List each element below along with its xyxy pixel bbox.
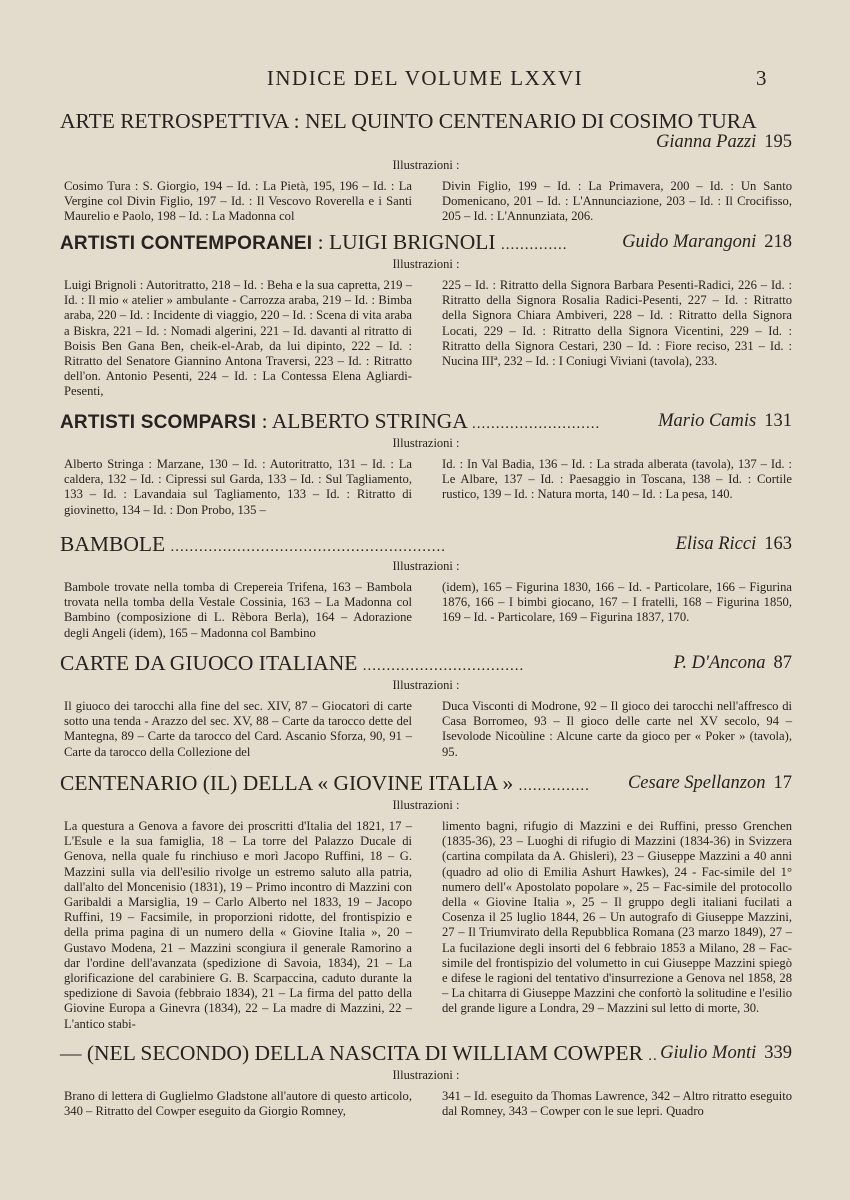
entry-page: 163 [764,534,792,554]
entry-title [60,229,792,255]
entry-title-text: CARTE DA GIUOCO ITALIANE [60,651,358,675]
entry-title-text: ARTE RETROSPETTIVA : NEL QUINTO CENTENARIO DI COSIMO TURA [60,109,757,133]
entry-title-text: BAMBOLE [60,532,166,556]
illustrations-right-column: 341 – Id. eseguito da Thomas Lawrence, 342 – Altro ritratto eseguito dal Romney, 343 – Cowper con le sue lepri. Quadro [442,1089,792,1119]
entry-page: 17 [773,773,792,793]
illustrations-left-column: Il giuoco dei tarocchi alla fine del sec. XIV, 87 – Giocatori di carte sotto una tenda - Arazzo del sec. XV, 88 – Carte da tarocco dette del Mantegna, 89 – Carte da tarocco del Card. Ascanio Sforza, 90, 91 – Carte da tarocco della Collezione del [64,699,412,759]
illustrations-left-column: Luigi Brignoli : Autoritratto, 218 – Id. : Beha e la sua capretta, 219 – Id. : Il mio « atelier » ambulante - Carrozza araba, 219 – Id. : Bimba araba, 220 – Id. : Incidente di viaggio, 220 – Id. : Scena di vita araba a Biskra, 221 – Id. : Nomadi algerini, 221 – Id. davanti al ritratto di Boisis Ben Gana Ben, cheik-el-Arab, da lui dipinto, 222 – Id. : Ritratto del Senatore Giannino Antona Traversi, 223 – Id. : Ritratto dell'on. Antonio Pesenti, 224 – Id. : La Contessa Elena Agliardi-Pesenti, [64,278,412,399]
leader-dots: .............. [500,237,568,253]
entry-page: 87 [773,653,792,673]
illustrazioni-label: Illustrazioni : [392,798,460,812]
entry-author: Guido Marangoni [622,232,757,252]
entry-title-text: CENTENARIO (IL) DELLA « GIOVINE ITALIA » [60,771,514,795]
page-number: 3 [756,66,767,90]
leader-dots: ........................... [471,416,601,432]
illustrations-right-column: Id. : In Val Badia, 136 – Id. : La strada alberata (tavola), 137 – Id. : Le Albare, 137 – Id. : Paesaggio in Toscana, 138 – Id. : Cortile rustico, 139 – Id. : Natura morta, 140 – Id. : La pesa, 140. [442,457,792,502]
entry-title-bold: ARTISTI CONTEMPORANEI [60,233,313,254]
entry-title [60,650,792,676]
entry-title-text: : ALBERTO STRINGA [256,409,467,433]
entry-author: P. D'Ancona [673,653,766,673]
entry-author: Giulio Monti [660,1043,757,1063]
entry-author: Gianna Pazzi [656,132,757,152]
illustrations-right-column: limento bagni, rifugio di Mazzini e dei Ruffini, presso Grenchen (1835-36), 23 – Luoghi di rifugio di Mazzini (1834-36) in Svizzera (cartina compilata da A. Ghisleri), 23 – Giuseppe Mazzini a 40 anni (quadro ad olio di Emilia Ashurt Hawkes), 24 - Fac-simile del 1° numero dell'« Apostolato popolare », 25 – Fac-simile del protocollo della « Giovine Italia », 25 – Il gruppo degli italiani fucilati a Cosenza il 25 luglio 1844, 26 – Un autografo di Giuseppe Mazzini, 27 – Il Triumvirato della Repubblica Romana (23 marzo 1849), 27 – La fucilazione degli insorti del 6 febbraio 1853 a Milano, 28 – Fac-simile del frontispizio del volumetto in cui Giuseppe Mazzini spiegò e difese le ragioni del tentativo d'insurrezione a Genova nel 1858, 28 – La chitarra di Giuseppe Mazzini che confortò la solitudine e l'esilio del grande ligure a Londra, 29 – Mazzini sul letto di morte, 30. [442,819,792,1016]
leader-dots: ............... [518,778,590,794]
entry-title-text: : LUIGI BRIGNOLI [312,230,496,254]
index-entry [60,108,792,225]
entry-page: 195 [764,132,792,152]
entry-page: 131 [764,411,792,431]
entry-title-text: — (NEL SECONDO) DELLA NASCITA DI WILLIAM COWPER [60,1041,643,1065]
illustrations-right-column: Divin Figlio, 199 – Id. : La Primavera, 200 – Id. : Un Santo Domenicano, 201 – Id. : L'Annunciazione, 203 – Id. : Il Crocifisso, 205 – Id. : L'Annunziata, 206. [442,179,792,224]
illustrations-left-column: Alberto Stringa : Marzane, 130 – Id. : Autoritratto, 131 – Id. : La caldera, 132 – Id. : Cipressi sul Garda, 133 – Id. : Sul Tagliamento, 133 – Id. : Lavandaia sul Tagliamento, 133 – Id. : Ritratto di giovinetto, 134 – Id. : Don Probo, 135 – [64,457,412,517]
illustrations-right-column: 225 – Id. : Ritratto della Signora Barbara Pesenti-Radici, 226 – Id. : Ritratto della Signora Rosalia Radici-Pesenti, 227 – Id. : Ritratto della Signora Chiara Ambiveri, 228 – Id. : Ritratto della Signora Locati, 229 – Id. : Ritratto della Signora Vicentini, 229 – Id. : Ritratto della Signora Cestari, 230 – Id. : Fiore reciso, 231 – Id. : Nucina IIIª, 232 – Id. : I Coniugi Viviani (tavola), 233. [442,278,792,369]
illustrations-left-column: Cosimo Tura : S. Giorgio, 194 – Id. : La Pietà, 195, 196 – Id. : La Vergine col Divin Figlio, 197 – Id. : Il Vescovo Roverella e i Santi Maurelio e Paolo, 198 – Id. : La Madonna col [64,179,412,224]
leader-dots: .. [648,1048,658,1064]
entry-title [60,108,792,134]
illustrations-right-column: (idem), 165 – Figurina 1830, 166 – Id. - Particolare, 166 – Figurina 1876, 166 – I bimbi giocano, 167 – I fratelli, 168 – Figurina 1850, 169 – Id. - Particolare, 169 – Figurina 1837, 170. [442,580,792,625]
illustrazioni-label: Illustrazioni : [392,678,460,692]
illustrations-right-column: Duca Visconti di Modrone, 92 – Il gioco dei tarocchi nell'affresco di Casa Borromeo, 93 – Il gioco delle carte nel XV secolo, 94 – Isevolode Nicoùline : Alcune carte da gioco per « Poker » (tavola), 95. [442,699,792,759]
entry-page: 218 [764,232,792,252]
illustrazioni-label: Illustrazioni : [392,1068,460,1082]
index-entry [60,770,792,1032]
illustrazioni-label: Illustrazioni : [392,158,460,172]
entry-author: Elisa Ricci [675,534,757,554]
running-header: INDICE DEL VOLUME LXXVI [266,66,584,90]
leader-dots: .......................................................... [170,539,446,555]
illustrazioni-label: Illustrazioni : [392,559,460,573]
illustrations-left-column: Bambole trovate nella tomba di Crepereia Trifena, 163 – Bambola trovata nella tomba della Vestale Cossinia, 163 – La Madonna col Bambino (composizione di L. Rèbora Berla), 164 – Adorazione degli Angeli (idem), 165 – Madonna col Bambino [64,580,412,640]
index-entry [60,229,792,400]
entry-title [60,408,792,434]
index-entry [60,408,792,518]
entry-title [60,1040,792,1066]
illustrazioni-label: Illustrazioni : [392,436,460,450]
entry-title-bold: ARTISTI SCOMPARSI [60,412,257,433]
entry-author-line [60,134,792,156]
leader-dots: .................................. [362,658,525,674]
index-entry [60,531,792,641]
index-entry [60,650,792,760]
entry-title [60,770,792,796]
illustrazioni-label: Illustrazioni : [392,257,460,271]
illustrations-left-column: Brano di lettera di Guglielmo Gladstone all'autore di questo articolo, 340 – Ritratto del Cowper eseguito da Giorgio Romney, [64,1089,412,1119]
illustrations-left-column: La questura a Genova a favore dei proscritti d'Italia del 1821, 17 – L'Esule e la sua famiglia, 18 – La torre del Palazzo Ducale di Genova, nella quale fu rinchiuso e morì Jacopo Ruffini, 18 – G. Mazzini sulla via dell'esilio rivolge un estremo saluto alla patria, dall'alto del Moncenisio (1831), 19 – Primo incontro di Mazzini con Garibaldi a Marsiglia, 19 – Carlo Alberto nel 1833, 19 – Jacopo Ruffini, 19 – Facsimile, in proporzioni ridotte, del frontispizio e della prima pagina di un numero della « Giovine Italia », 20 – Gustavo Modena, 21 – Mazzini scongiura il generale Ramorino a dar l'ordine dell'avanzata (spedizione di Savoia, 1834), 21 – La glorificazione del carabiniere G. B. Scarpaccina, caduto durante la spedizione di Savoia (febbraio 1834), 21 – La firma del patto della Giovine Europa a Ginevra (1834), 22 – La madre di Mazzini, 22 – L'antico stabi- [64,819,412,1031]
index-entry [60,1040,792,1119]
entry-author: Mario Camis [658,411,757,431]
entry-page: 339 [764,1043,792,1063]
entry-author: Cesare Spellanzon [627,773,766,793]
entry-title [60,531,792,557]
